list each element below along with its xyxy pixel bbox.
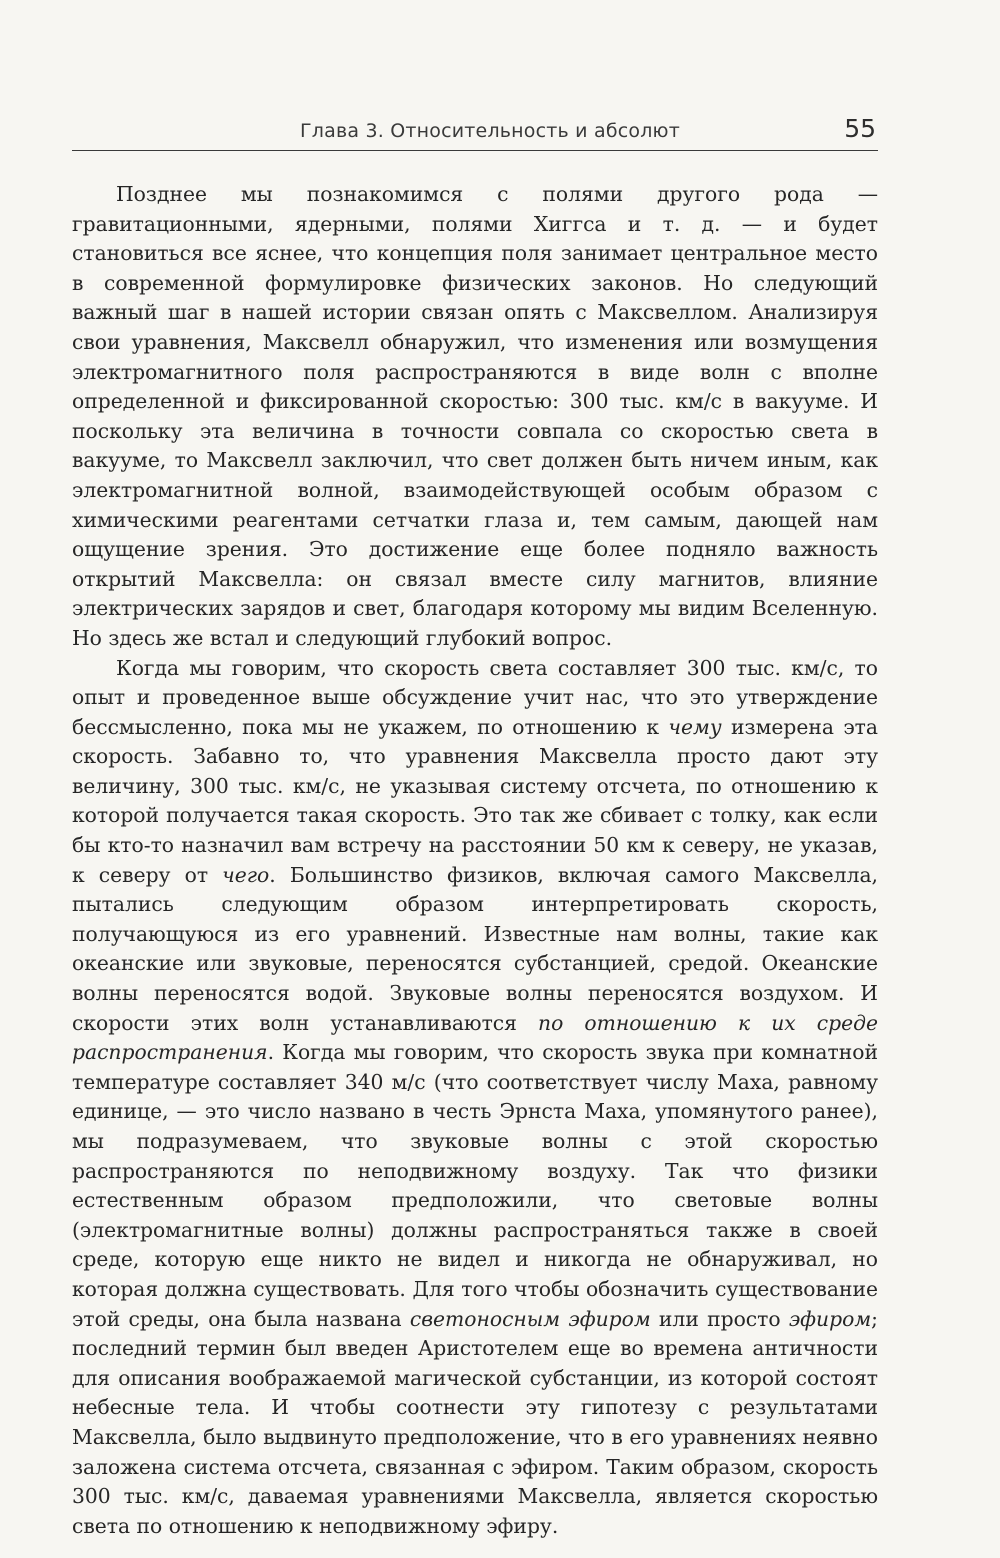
italic-term: эфиром bbox=[788, 1306, 872, 1331]
running-header bbox=[72, 110, 878, 151]
text-run: Когда мы говорим, что скорость света составляет 300 тыс. км/с, то опыт и проведенное выше обсуждение учит нас, что это утверждение бессмысленно, пока мы не укажем, по отношению к bbox=[72, 655, 878, 739]
body-text bbox=[72, 180, 878, 1541]
text-run: . Когда мы говорим, что скорость звука при комнатной температуре составляет 340 м/с (что соответствует числу Маха, равному единице, — это число названо в честь Эрнста Маха, упомянутого ранее), мы подразумеваем, что звуковые волны с этой скоростью распространяются по неподвижному воздуху. Так что физики естественным образом предположили, что световые волны (электромагнитные волны) должны распространяться также в своей среде, которую еще никто не видел и никогда не обнаруживал, но которая должна существовать. Для того чтобы обозначить существование этой среды, она была названа bbox=[72, 1040, 878, 1331]
italic-emphasis: по отношению к их среде распространения bbox=[72, 1010, 878, 1065]
text-run: или просто bbox=[650, 1306, 789, 1331]
paragraph-2 bbox=[72, 654, 878, 1542]
text-run: измерена эта скорость. Забавно то, что уравнения Максвелла просто дают эту величину, 300 тыс. км/с, не указывая систему отсчета, по отношению к которой получается такая скорость. Это так же сбивает с толку, как если бы кто-то назначил вам встречу на расстоянии 50 км к северу, не указав, к северу от bbox=[72, 714, 878, 887]
italic-term: светоносным эфиром bbox=[409, 1306, 651, 1331]
italic-emphasis: чему bbox=[668, 714, 722, 739]
text-run: . Большинство физиков, включая самого Максвелла, пытались следующим образом интерпретировать скорость, получающуюся из его уравнений. Известные нам волны, такие как океанские или звуковые, переносятся субстанцией, средой. Океанские волны переносятся водой. Звуковые волны переносятся воздухом. И скорости этих волн устанавливаются bbox=[72, 862, 878, 1035]
text-run: ; последний термин был введен Аристотелем еще во времена античности для описания воображаемой магической субстанции, из которой состоят небесные тела. И чтобы соотнести эту гипотезу с результатами Максвелла, было выдвинуто предположение, что в его уравнениях неявно заложена система отсчета, связанная с эфиром. Таким образом, скорость 300 тыс. км/с, даваемая уравнениями Максвелла, является скоростью света по отношению к неподвижному эфиру. bbox=[72, 1306, 878, 1538]
italic-emphasis: чего bbox=[222, 862, 270, 887]
text-run: Позднее мы познакомимся с полями другого рода — гравитационными, ядерными, полями Хиггса и т. д. — и будет становиться все яснее, что концепция поля занимает центральное место в современной формулировке физических законов. Но следующий важный шаг в нашей истории связан опять с Максвеллом. Анализируя свои уравнения, Максвелл обнаружил, что изменения или возмущения электромагнитного поля распространяются в виде волн с вполне определенной и фиксированной скоростью: 300 тыс. км/с в вакууме. И поскольку эта величина в точности совпала со скоростью света в вакууме, то Максвелл заключил, что свет должен быть ничем иным, как электромагнитной волной, взаимодействующей особым образом с химическими реагентами сетчатки глаза и, тем самым, дающей нам ощущение зрения. Это достижение еще более подняло важность открытий Максвелла: он связал вместе силу магнитов, влияние электрических зарядов и свет, благодаря которому мы видим Вселенную. Но здесь же встал и следующий глубокий вопрос. bbox=[72, 182, 878, 650]
page-number: 55 bbox=[844, 114, 876, 143]
chapter-title: Глава 3. Относительность и абсолют bbox=[300, 120, 681, 142]
paragraph-1 bbox=[72, 180, 878, 654]
